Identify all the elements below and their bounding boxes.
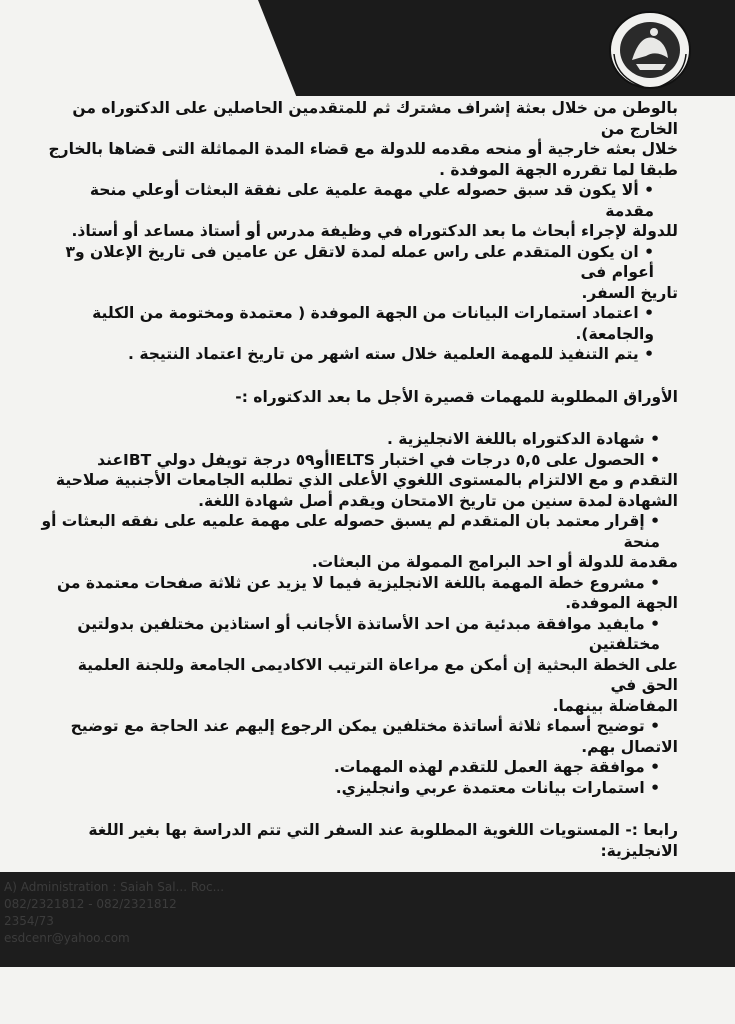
condition-item-line	[38, 180, 678, 221]
condition-item-text: اعتماد استمارات البيانات من الجهة الموفدة ( معتمدة ومختومة من الكلية والجامعة).	[92, 304, 654, 343]
intro-line: بالوطن من خلال بعثة إشراف مشترك ثم للمتقدمين الحاصلين على الدكتوراه من الخارج من	[72, 99, 678, 138]
document-item	[38, 573, 678, 614]
intro-paragraph	[38, 98, 678, 180]
bullet-icon: •	[650, 573, 660, 592]
condition-item-text: تاريخ السفر.	[581, 283, 678, 302]
condition-item-text: للدولة لإجراء أبحاث ما بعد الدكتوراه في وظيفة مدرس أو أستاذ مساعد أو أستاذ.	[71, 222, 678, 240]
document-item-text: شهادة الدكتوراه باللغة الانجليزية .	[386, 430, 645, 448]
document-item-line	[38, 511, 678, 552]
conditions-list	[38, 180, 678, 365]
bullet-icon: •	[650, 758, 660, 776]
bullet-icon: •	[644, 345, 654, 363]
document-item	[38, 716, 678, 757]
document-item	[38, 429, 678, 450]
bullet-icon: •	[650, 512, 660, 530]
document-item-line	[38, 429, 678, 450]
footer-bar	[0, 872, 735, 967]
document-item-line	[38, 778, 678, 799]
document-item-text: المفاضلة بينهما.	[552, 696, 678, 715]
languages-heading: رابعا :- المستويات اللغوية المطلوبة عند السفر التي تتم الدراسة بها بغير اللغة الانجليزية:	[88, 821, 678, 860]
document-item-line	[38, 491, 678, 512]
document-item-line	[38, 470, 678, 491]
condition-item-line	[38, 283, 678, 304]
bullet-icon: •	[650, 717, 660, 735]
footer-contact-line: A) Administration : Saiah Sal... Roc...	[4, 880, 225, 894]
condition-item-line	[38, 303, 678, 344]
document-item	[38, 757, 678, 778]
document-item-line	[38, 737, 678, 758]
document-item-line	[38, 757, 678, 778]
document-item	[38, 450, 678, 512]
document-item-text: الشهادة لمدة سنين من تاريخ الامتحان ويقدم أصل شهادة اللغة.	[198, 491, 678, 510]
footer-contact-line: 2354/73	[4, 914, 54, 928]
document-item-text: توضيح أسماء ثلاثة أساتذة مختلفين يمكن الرجوع إليهم عند الحاجة مع توضيح	[70, 717, 645, 735]
document-item-text: استمارات بيانات معتمدة عربي وانجليزي.	[335, 778, 645, 797]
condition-item-line	[38, 344, 678, 365]
document-item-text: موافقة جهة العمل للتقدم لهذه المهمات.	[333, 758, 645, 776]
bullet-icon: •	[644, 304, 654, 322]
intro-line: طبقا لما تقرره الجهة الموفدة .	[439, 160, 678, 179]
document-item-line	[38, 573, 678, 594]
document-item-line	[38, 593, 678, 614]
bullet-icon: •	[650, 778, 660, 797]
bullet-icon: •	[644, 242, 654, 261]
footer-contact-line: 082/2321812 - 082/2321812	[4, 897, 177, 911]
document-item-text: مايفيد موافقة مبدئية من احد الأساتذة الأجانب أو استاذين مختلفين بدولتين مختلفتين	[77, 614, 660, 653]
document-item-line	[38, 552, 678, 573]
condition-item	[38, 344, 678, 365]
document-body	[38, 98, 678, 945]
bullet-icon: •	[650, 450, 660, 469]
document-item-text: الحصول على ٥,٥ درجات في اختبار IELTSأو٥٩ درجة تويفل دولي IBTعند	[97, 450, 645, 469]
condition-item	[38, 303, 678, 344]
document-item-text: مشروع خطة المهمة باللغة الانجليزية فيما لا يزيد عن ثلاثة صفحات معتمدة من	[56, 573, 645, 592]
document-item-line	[38, 696, 678, 717]
document-item-line	[38, 716, 678, 737]
documents-list	[38, 429, 678, 798]
condition-item	[38, 242, 678, 304]
institute-logo	[606, 8, 702, 92]
intro-line: خلال بعثه خارجية أو منحه مقدمه للدولة مع قضاء المدة المماثلة التى قضاها بالخارج	[48, 140, 678, 158]
document-item-line	[38, 655, 678, 696]
document-item-text: التقدم و مع الالتزام بالمستوى اللغوي الأعلى الذي تطلبه الجامعات الأجنبية صلاحية	[55, 471, 678, 489]
condition-item	[38, 180, 678, 242]
condition-item-text: ألا يكون قد سبق حصوله علي مهمة علمية على نفقة البعثات أوعلي منحة مقدمة	[89, 181, 654, 220]
document-item-line	[38, 450, 678, 471]
document-item-line	[38, 614, 678, 655]
document-item	[38, 778, 678, 799]
condition-item-text: يتم التنفيذ للمهمة العلمية خلال سته اشهر من تاريخ اعتماد النتيجة .	[128, 345, 639, 363]
condition-item-line	[38, 221, 678, 242]
condition-item-text: ان يكون المتقدم على راس عمله لمدة لاتقل عن عامين فى تاريخ الإعلان و٣ أعوام فى	[65, 242, 654, 281]
document-item-text: على الخطة البحثية إن أمكن مع مراعاة الترتيب الاكاديمى الجامعة وللجنة العلمية الحق في	[77, 655, 678, 694]
bullet-icon: •	[644, 181, 654, 199]
bullet-icon: •	[650, 614, 660, 633]
bullet-icon: •	[650, 430, 660, 448]
document-item	[38, 511, 678, 573]
footer-contact-line: esdcenr@yahoo.com	[4, 931, 130, 945]
document-item-text: الجهة الموفدة.	[565, 594, 678, 612]
document-item-text: إقرار معتمد بان المتقدم لم يسبق حصوله على مهمة علميه على نفقه البعثات أو منحة	[41, 512, 660, 551]
document-item-text: مقدمة للدولة أو احد البرامج الممولة من البعثات.	[311, 553, 678, 571]
documents-heading: الأوراق المطلوبة للمهمات قصيرة الأجل ما بعد الدكتوراه :-	[235, 387, 678, 406]
condition-item-line	[38, 242, 678, 283]
document-item-text: الاتصال بهم.	[581, 737, 678, 756]
document-item	[38, 614, 678, 717]
